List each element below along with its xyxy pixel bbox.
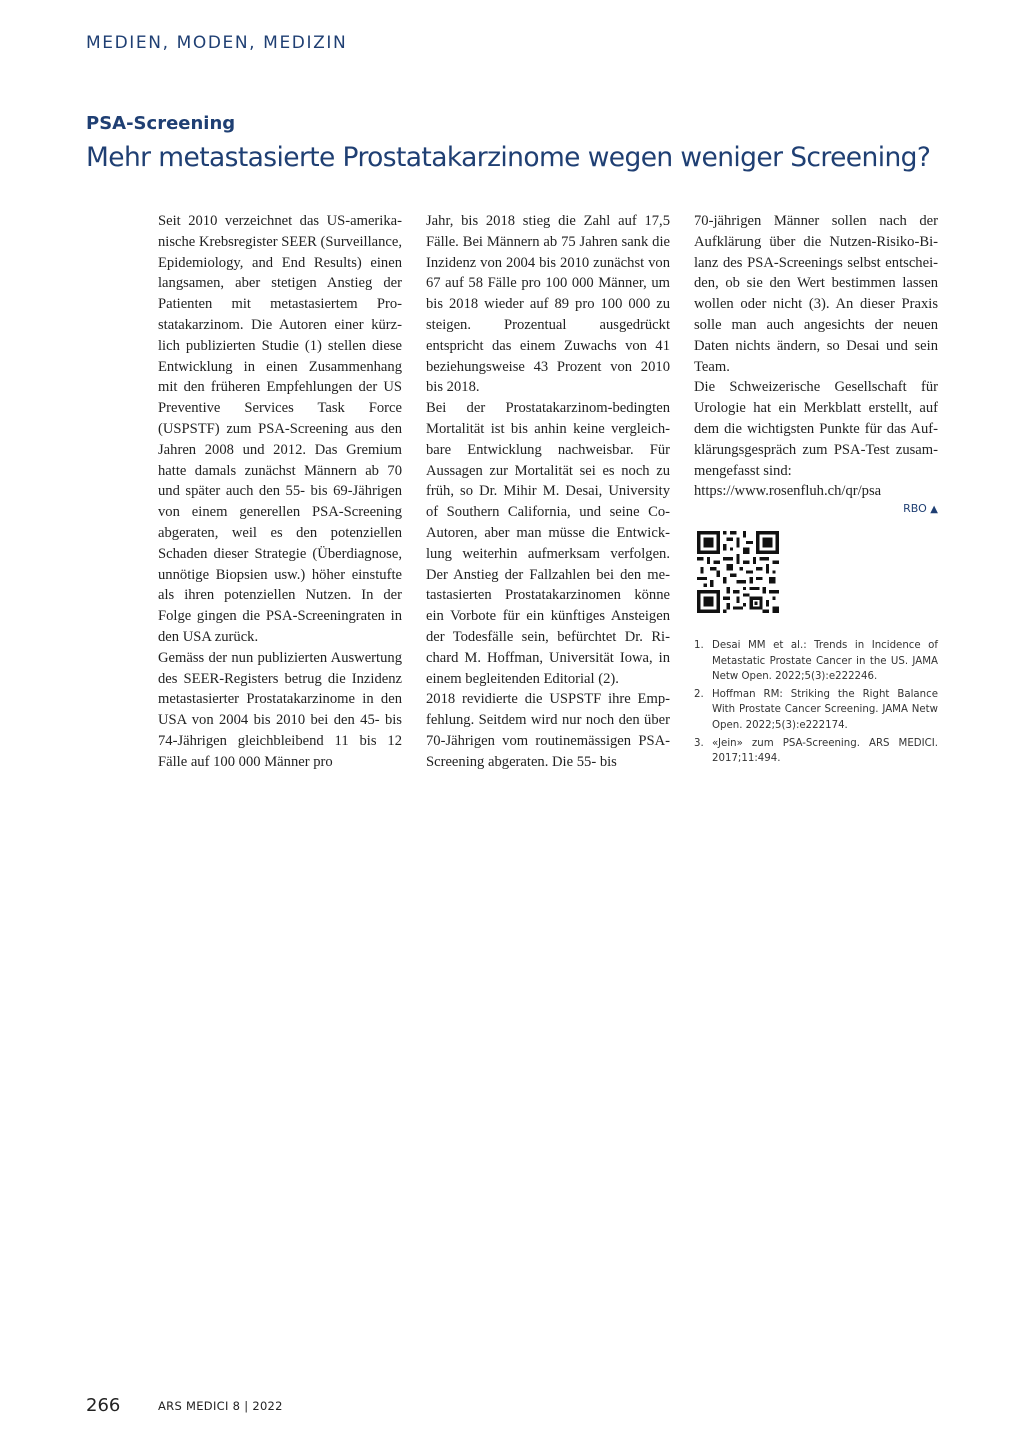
section-label: MEDIEN, MODEN, MEDIZIN — [86, 33, 348, 53]
reference-text: «Jein» zum PSA-Screening. ARS MEDICI. 2017;11:494. — [712, 737, 938, 765]
paragraph: Seit 2010 verzeichnet das US-amerikanische Krebsregister SEER (Surveillance, Epidemiology, and End Results) einen langsamen, aber stetigen Anstieg der Patienten mit metastasiertem Prostatakarzinom. Die Autoren einer kürzlich publizierten Studie (1) stellen diese Entwicklung in einen Zusammenhang mit den früheren Empfehlungen der US Preventive Services Task Force (USPSTF) zum PSA-Screening aus den Jahren 2008 und 2012. Das Gremium hatte damals zunächst Männern ab 70 und später auch den 55- bis 69-Jährigen von einem generellen PSA-Screening abgeraten, weil es den potenziellen Schaden dieser Strategie (Überdiagnose, unnötige Biopsien usw.) höher einstufte als ihren potenziellen Nutzen. In der Folge gingen die PSA-Screeningraten in den USA zurück. — [158, 213, 402, 645]
reference-number: 1. — [694, 640, 704, 651]
triangle-up-icon: ▲ — [930, 504, 938, 515]
paragraph: Die Schweizerische Gesellschaft für Urologie hat ein Merkblatt erstellt, auf dem die wichtigsten Punkte für das Aufklärungsgespräch zum PSA-Test zusammengefasst sind: — [694, 379, 938, 479]
reference-number: 3. — [694, 737, 704, 749]
article-column-1 — [158, 211, 402, 773]
paragraph: 2018 revidierte die USPSTF ihre Empfehlung. Seitdem wird nur noch den über 70-Jährigen vom routinemässigen PSA-Screening abgeraten. Die 55- bis — [426, 691, 670, 770]
reference-item — [694, 736, 938, 767]
reference-item — [694, 687, 938, 734]
reference-number: 2. — [694, 688, 704, 700]
paragraph: Gemäss der nun publizierten Auswertung des SEER-Registers betrug die Inzidenz metastasierter Prostatakarzinome in den USA von 2004 bis 2010 bei den 45- bis 74-Jährigen gleichbleibend 11 bis 12 Fälle auf 100 000 Männer pro — [158, 649, 402, 770]
journal-name: ARS MEDICI 8 | 2022 — [158, 1399, 283, 1413]
article-title: Mehr metastasierte Prostatakarzinome wegen weniger Screening? — [86, 142, 931, 173]
author-initials — [694, 502, 938, 515]
paragraph: 70-jährigen Männer sollen nach der Aufklärung über die Nutzen-Risiko-Bilanz des PSA-Screenings selbst entscheiden, ob sie den Wert bestimmen lassen wollen oder nicht (3). An dieser Praxis solle man auch angesichts der neuen Daten nichts ändern, so Desai und sein Team. — [694, 213, 938, 375]
article-column-2 — [426, 211, 670, 773]
page-number: 266 — [86, 1395, 121, 1416]
qr-link[interactable]: https://www.rosenfluh.ch/qr/psa — [694, 483, 882, 500]
reference-item — [694, 638, 938, 685]
article-column-3 — [694, 211, 938, 502]
qr-code[interactable] — [697, 531, 779, 613]
paragraph: Bei der Prostatakarzinom-bedingten Mortalität ist bis anhin keine vergleichbare Entwicklung nachweisbar. Für Aussagen zur Mortalität sei es noch zu früh, so Dr. Mihir M. Desai, University of Southern California, und seine Co-Autoren, aber man müsse die Entwicklung weiterhin aufmerksam verfolgen. Der Anstieg der Fallzahlen bei den metastasierten Prostatakarzinomen könne ein Vorbote für ein künftiges Ansteigen der Todesfälle sein, befürchtet Dr. Richard M. Hoffman, Universität Iowa, in einem begleitenden Editorial (2). — [426, 400, 670, 687]
article-kicker: PSA-Screening — [86, 113, 236, 134]
reference-text: Desai MM et al.: Trends in Incidence of Metastatic Prostate Cancer in the US. JAMA Netw Open. 2022;5(3):e222246. — [712, 640, 938, 683]
references-list — [694, 638, 938, 769]
paragraph: Jahr, bis 2018 stieg die Zahl auf 17,5 Fälle. Bei Männern ab 75 Jahren sank die Inzidenz von 2004 bis 2010 zunächst von 67 auf 58 Fälle pro 100 000 Männer, um bis 2018 wieder auf 89 pro 100 000 zu steigen. Prozentual ausgedrückt entspricht das einem Zuwachs von 41 beziehungsweise 43 Prozent von 2010 bis 2018. — [426, 213, 670, 396]
reference-text: Hoffman RM: Striking the Right Balance With Prostate Cancer Screening. JAMA Netw Open. 2022;5(3):e222174. — [712, 688, 938, 731]
author-name: RBO — [903, 502, 927, 515]
